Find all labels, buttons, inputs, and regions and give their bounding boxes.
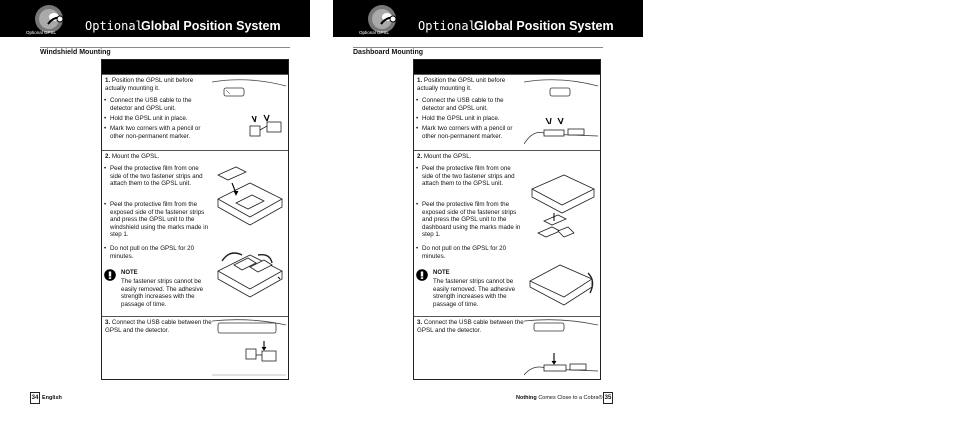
footer-language: English (42, 395, 62, 401)
list-item: • Do not pull on the GPSL for 20 minutes. (110, 245, 210, 260)
page-header (333, 0, 643, 37)
step-row-3 (102, 316, 288, 381)
page-title: Global Position System (474, 19, 614, 33)
page-number: 34 (30, 392, 40, 404)
header-optional: Optional (85, 19, 143, 33)
table-header-bar (102, 60, 288, 74)
page-header (0, 0, 310, 37)
page-number: 35 (603, 392, 613, 404)
step-text: 1. Position the GPSL unit before actually mounting it. (417, 77, 506, 92)
header-small-label: Optional GPSL (26, 30, 57, 35)
instruction-table (101, 59, 289, 380)
gpsl-dashboard-mount-illustration (524, 169, 598, 309)
section-title: Windshield Mounting (40, 49, 111, 56)
note-icon (416, 269, 428, 281)
note-text: The fastener strips cannot be easily removed. The adhesive strength increases with the passage of time. (121, 278, 204, 308)
step-text: 3. Connect the USB cable between the GPSL and the detector. (105, 319, 212, 334)
step-row-2 (414, 150, 600, 317)
table-header-bar (414, 60, 600, 74)
list-item: • Hold the GPSL unit in place. (422, 115, 522, 123)
right-page (333, 0, 643, 433)
step-row-1 (102, 74, 288, 151)
dashboard-position-illustration (524, 78, 598, 146)
step-text: 2. Mount the GPSL. (105, 153, 160, 160)
list-item: • Peel the protective film from one side of the two fastener strips and attach them to the GPSL unit. (422, 165, 522, 188)
list-item: • Mark two corners with a pencil or other non-permanent marker. (422, 125, 522, 140)
page-title: Global Position System (141, 19, 281, 33)
section-title: Dashboard Mounting (353, 49, 423, 56)
step-text: 1. Position the GPSL unit before actually mounting it. (105, 77, 194, 92)
windshield-position-illustration (212, 78, 286, 146)
gpsl-mounting-illustration (212, 159, 286, 309)
list-item: • Hold the GPSL unit in place. (110, 115, 210, 123)
list-item: • Peel the protective film from the exposed side of the fastener strips and press the GPSL unit to the dashboard using the marks made in step 1. (422, 201, 522, 239)
title-rule (353, 47, 603, 48)
list-item: • Do not pull on the GPSL for 20 minutes. (422, 245, 522, 260)
title-rule (40, 47, 290, 48)
step-text: 3. Connect the USB cable between the GPSL and the detector. (417, 319, 524, 334)
list-item: • Connect the USB cable to the detector and GPSL unit. (422, 97, 522, 112)
step-row-1 (414, 74, 600, 151)
step-row-2 (102, 150, 288, 317)
header-small-label: Optional GPSL (359, 30, 390, 35)
step-text: 2. Mount the GPSL. (417, 153, 472, 160)
footer-tagline: Nothing Comes Close to a Cobra® (516, 395, 603, 401)
note-heading: NOTE (121, 270, 138, 276)
list-item: • Mark two corners with a pencil or other non-permanent marker. (110, 125, 210, 140)
instruction-table (413, 59, 601, 380)
note-icon (104, 269, 116, 281)
usb-connection-illustration (212, 319, 286, 377)
step-row-3 (414, 316, 600, 381)
left-page (0, 0, 310, 433)
list-item: • Connect the USB cable to the detector and GPSL unit. (110, 97, 210, 112)
note-heading: NOTE (433, 270, 450, 276)
list-item: • Peel the protective film from one side of the two fastener strips and attach them to the GPSL unit. (110, 165, 210, 188)
list-item: • Peel the protective film from the exposed side of the fastener strips and press the GPSL unit to the windshield using the marks made in step 1. (110, 201, 210, 239)
usb-connection-illustration (524, 319, 598, 377)
note-text: The fastener strips cannot be easily removed. The adhesive strength increases with the passage of time. (433, 278, 516, 308)
header-optional: Optional (418, 19, 476, 33)
